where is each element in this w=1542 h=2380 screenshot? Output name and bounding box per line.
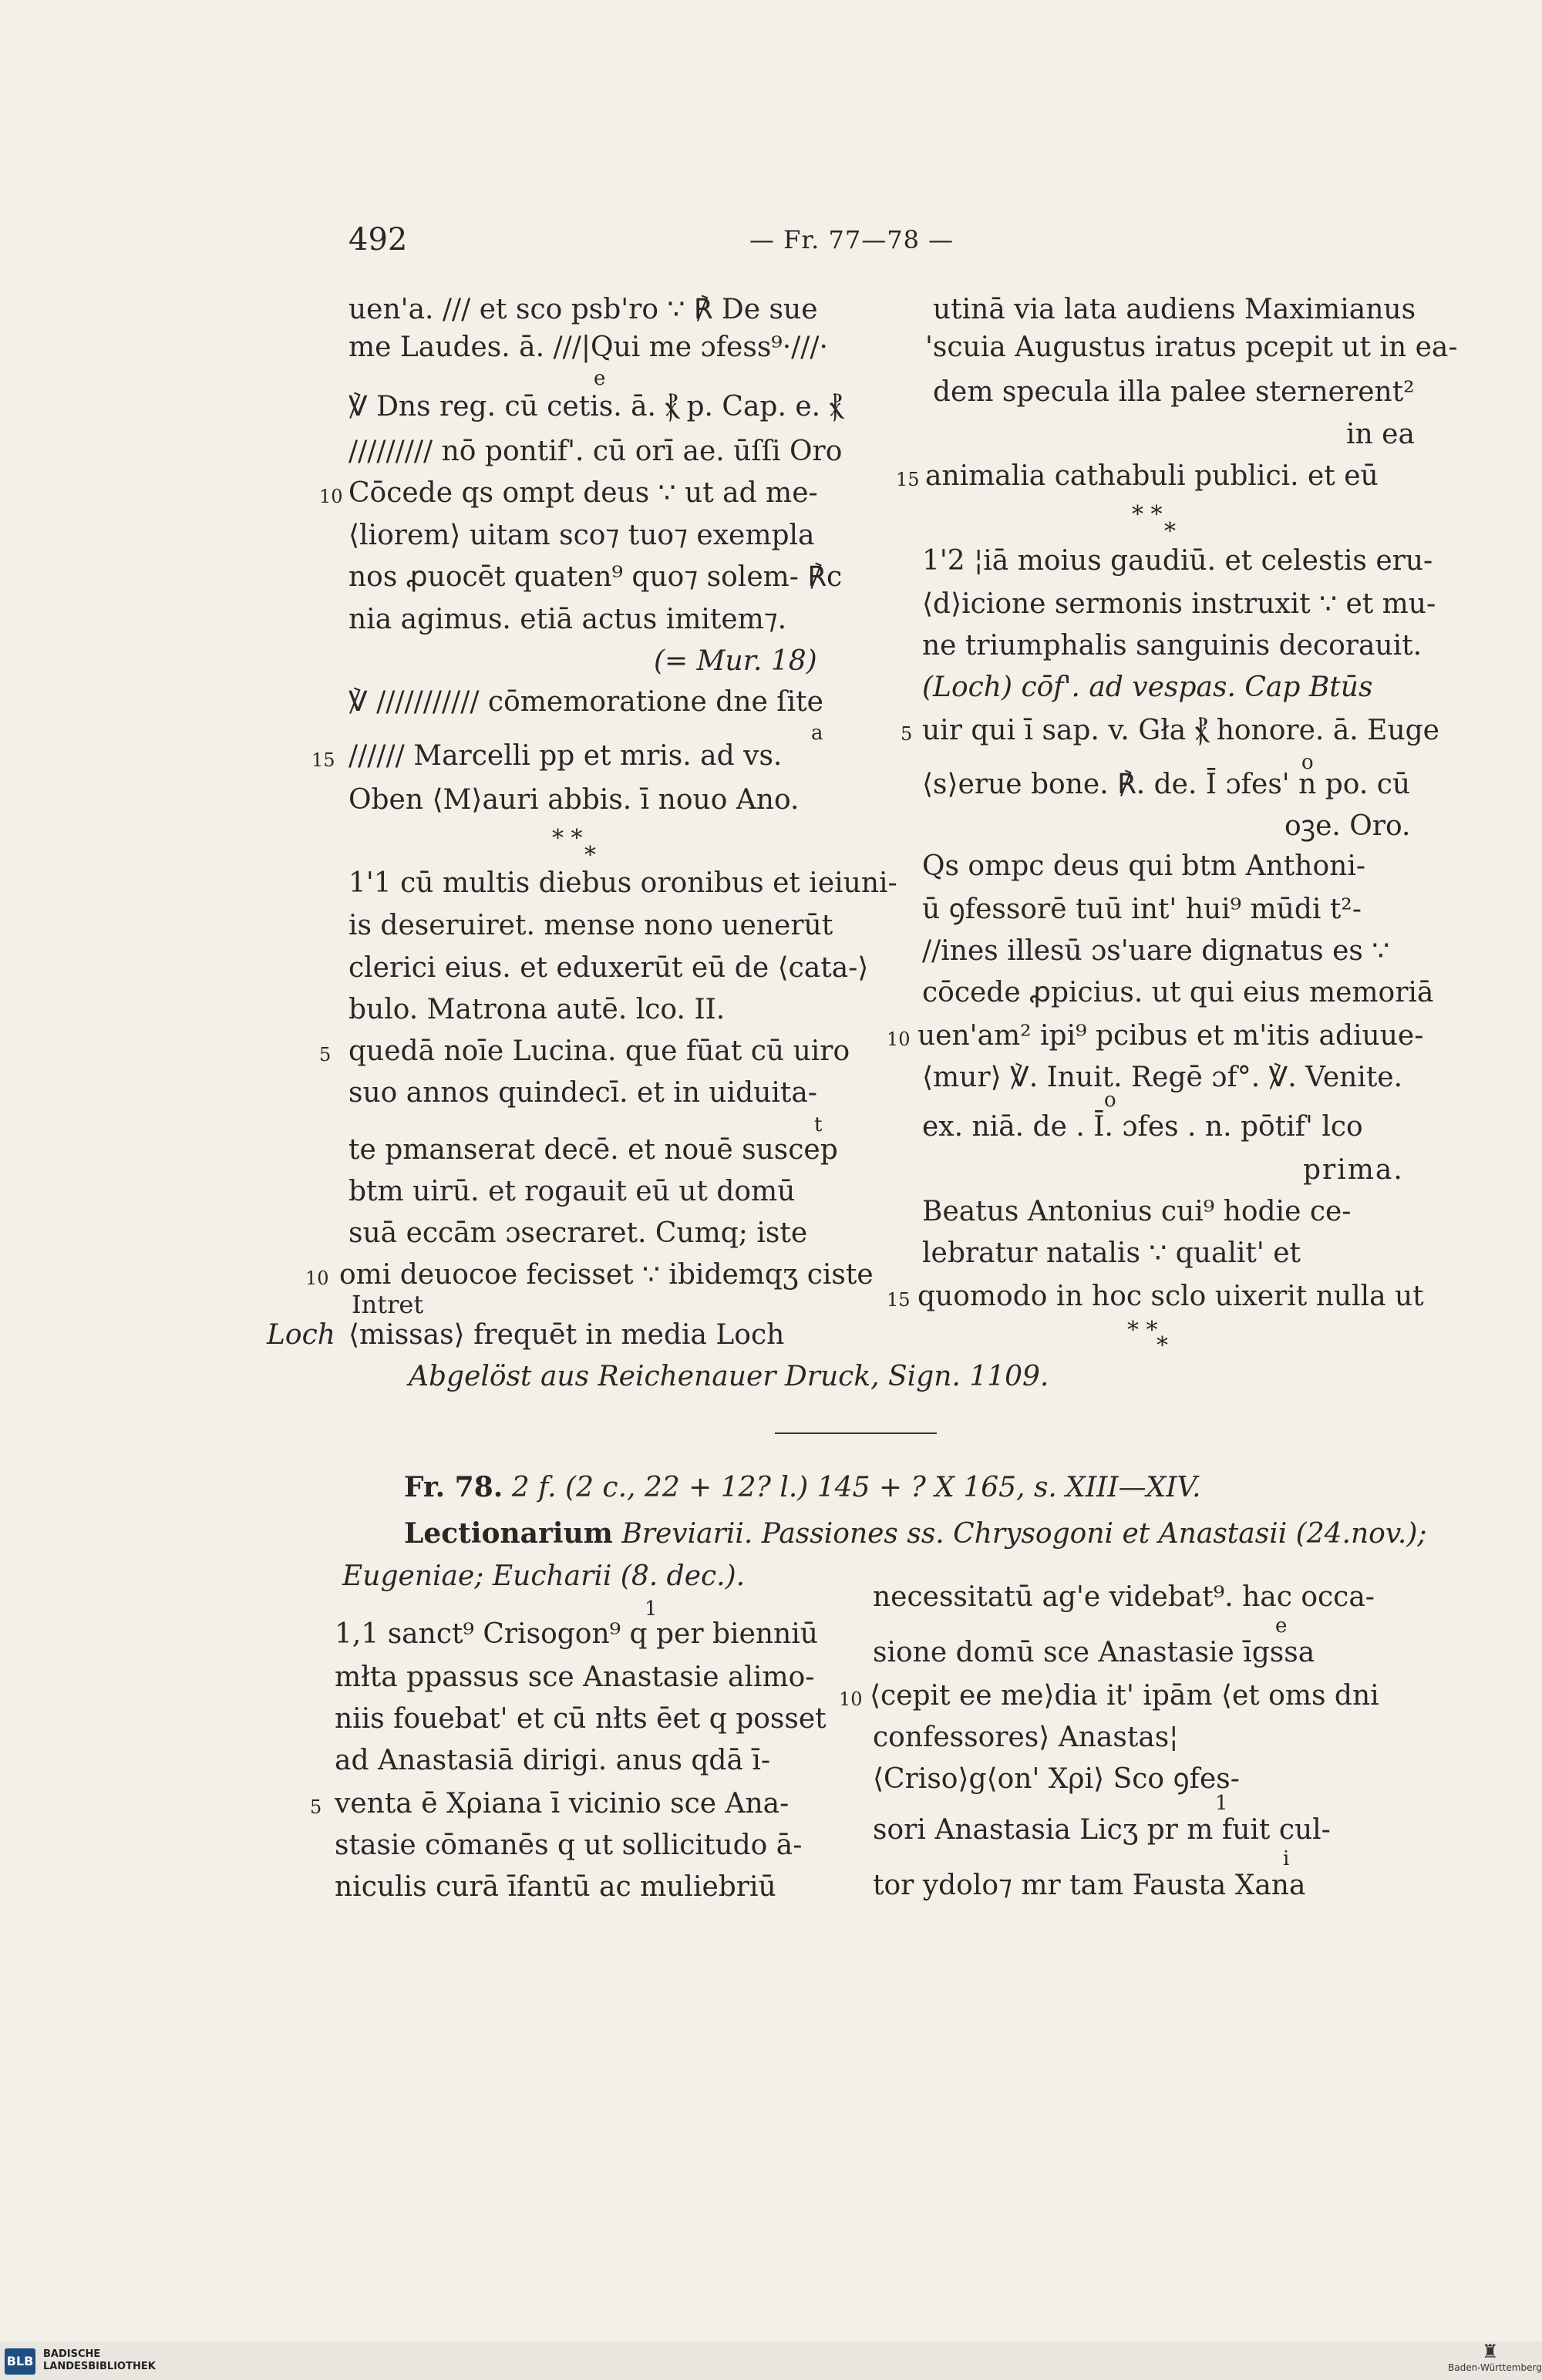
library-name[interactable] xyxy=(43,2348,156,2373)
text-line: (Loch) cōf'. ad vespas. Cap Btūs xyxy=(922,672,1373,703)
provenance-note: Abgelöst aus Reichenauer Druck, Sign. 1109. xyxy=(409,1361,1049,1392)
text-line: is deseruiret. mense nono uenerūt xyxy=(348,910,833,941)
text-line: Qs ompc deus qui btm Anthoni- xyxy=(922,850,1365,882)
text-line: 1,1 sanct⁹ Crisogon⁹ q per bienniū xyxy=(335,1618,818,1650)
text-line: dem specula illa palee sternerent² xyxy=(933,376,1415,408)
fragment-label: Fr. 78. xyxy=(404,1471,503,1503)
running-title: — Fr. 77—78 — xyxy=(749,225,954,254)
text-line: 1'1 cū multis diebus oronibus et ieiuni- xyxy=(348,867,897,899)
line-number: 15 xyxy=(887,1289,911,1311)
line-number: 5 xyxy=(901,723,913,745)
interlinear-gloss: Intret xyxy=(352,1290,424,1319)
text-line: quomodo in hoc sclo uixerit nulla ut xyxy=(917,1281,1424,1312)
library-name-line1: BADISCHE xyxy=(43,2348,101,2360)
text-line: necessitatū ag'e videbat⁹. hac occa- xyxy=(873,1581,1375,1613)
text-line: niculis curā īfantū ac muliebriū xyxy=(335,1871,776,1903)
superscript-mark: e xyxy=(1275,1614,1288,1638)
line-number: 5 xyxy=(319,1044,332,1065)
text-line: oꝫe. Oro. xyxy=(1284,810,1411,842)
text-line: młta ppassus sce Anastasie alimo- xyxy=(335,1661,815,1693)
asterism: * * xyxy=(552,825,583,852)
text-line: Oben ⟨M⟩auri abbis. ī nouo Ano. xyxy=(348,784,800,816)
superscript-mark: o xyxy=(1301,751,1314,774)
text-line: ex. niā. de . Ī. ɔfes . n. pōtif' lco xyxy=(922,1111,1363,1143)
title-rest: Breviarii. Passiones ss. Chrysogoni et Anastasii (24.nov.); xyxy=(621,1518,1427,1550)
text-line: sori Anastasia Licʒ pr m fuit cul- xyxy=(873,1814,1331,1846)
text-line: ū ꝯfessorē tuū int' hui⁹ mūdi t²- xyxy=(922,894,1362,925)
asterism: * * xyxy=(1127,1317,1158,1344)
asterism: * xyxy=(1164,518,1176,545)
superscript-mark: e xyxy=(594,367,606,390)
text-line: animalia cathabuli publici. et eū xyxy=(925,460,1379,492)
page-number: 492 xyxy=(348,222,408,258)
text-line: ⟨cepit ee me⟩dia it' ipām ⟨et oms dni xyxy=(870,1680,1379,1712)
text-line: omi deuocoe fecisset ∵ ibidemqʒ ciste xyxy=(339,1259,874,1291)
title-bold: Lectionarium xyxy=(404,1517,613,1550)
superscript-mark: 1 xyxy=(1215,1792,1228,1815)
text-line: ℣ /////////// cōmemoratione dne ſite xyxy=(348,686,823,718)
section-divider xyxy=(775,1432,937,1434)
text-line: nos ꝓuocēt quaten⁹ quo⁊ solem- ℟c xyxy=(348,561,843,593)
text-line: in ea xyxy=(1346,419,1415,450)
fragment-title xyxy=(404,1517,1427,1550)
superscript-mark: 1 xyxy=(645,1597,658,1621)
text-line: uir qui ī sap. v. Gła ⳩ honore. ā. Euge xyxy=(922,715,1439,746)
asterism: * xyxy=(1156,1332,1168,1359)
line-number: 15 xyxy=(896,469,920,490)
text-line: sione domū sce Anastasie īgssa xyxy=(873,1637,1315,1668)
text-line: ad Anastasiā dirigi. anus qdā ī- xyxy=(335,1745,771,1776)
footer-bar xyxy=(0,2341,1542,2380)
text-line: uen'am² ipi⁹ pcibus et m'itis adiuue- xyxy=(917,1020,1424,1052)
text-line: clerici eius. et eduxerūt eū de ⟨cata-⟩ xyxy=(348,952,869,984)
asterism: * xyxy=(584,842,596,869)
text-line: tor ydolo⁊ mr tam Fausta Xana xyxy=(873,1870,1306,1901)
fragment-description: 2 f. (2 c., 22 + 12? l.) 145 + ? X 165, s. XIII—XIV. xyxy=(511,1472,1201,1503)
text-line: te pmanserat decē. et nouē suscep xyxy=(348,1134,838,1166)
text-line: btm uirū. et rogauit eū ut domū xyxy=(348,1176,796,1207)
text-line: Cōcede qs ompt deus ∵ ut ad me- xyxy=(348,477,818,509)
state-crest-icon: ♜ xyxy=(1482,2341,1499,2362)
text-line: ⟨mur⟩ ℣. Inuit. Regē ɔf°. ℣. Venite. xyxy=(922,1062,1403,1093)
line-number: 10 xyxy=(319,486,343,507)
text-line: utinā via lata audiens Maximianus xyxy=(933,294,1416,325)
line-number: 10 xyxy=(887,1028,911,1050)
line-number: 10 xyxy=(305,1267,329,1289)
fragment-heading xyxy=(404,1471,1201,1503)
superscript-mark: a xyxy=(811,722,823,745)
line-number: 15 xyxy=(311,749,335,771)
text-line: cōcede ꝓpicius. ut qui eius memoriā xyxy=(922,977,1434,1008)
line-number: 10 xyxy=(839,1688,863,1710)
text-line: 1'2 ¦iā moius gaudiū. et celestis eru- xyxy=(922,545,1433,577)
text-line: ⟨s⟩erue bone. ℟. de. Ī ɔfes' n po. cū xyxy=(922,769,1411,800)
text-line: ⟨liorem⟩ uitam sco⁊ tuo⁊ exempla xyxy=(348,520,815,551)
text-line: quedā noīe Lucina. que fūat cū uiro xyxy=(348,1035,850,1067)
text-line: ⟨d⟩icione sermonis instruxit ∵ et mu- xyxy=(922,588,1436,620)
reference-note: (= Mur. 18) xyxy=(654,645,817,677)
superscript-mark: i xyxy=(1283,1847,1290,1870)
text-line: suā eccām ɔsecraret. Cumq; iste xyxy=(348,1217,808,1249)
text-line: ne triumphalis sanguinis decorauit. xyxy=(922,630,1422,661)
superscript-mark: o xyxy=(1104,1089,1116,1112)
text-line: venta ē Xρiana ī vicinio sce Ana- xyxy=(335,1788,790,1820)
text-line: ⟨missas⟩ frequēt in media Loch xyxy=(348,1319,785,1351)
text-line: ///////// nō pontif'. cū orī ae. ūſſi Oro xyxy=(348,436,843,467)
library-name-line2: LANDESBIBLIOTHEK xyxy=(43,2361,156,2372)
text-line: bulo. Matrona autē. lco. II. xyxy=(348,994,726,1025)
text-line: ℣ Dns reg. cū cetis. ā. ⳩ p. Cap. e. ⳩ xyxy=(348,391,843,422)
text-line: uen'a. /// et sco psb'ro ∵ ℟ De sue xyxy=(348,294,818,325)
text-line: suo annos quindecī. et in uiduita- xyxy=(348,1077,817,1109)
state-credit: Baden-Württemberg xyxy=(1448,2362,1542,2373)
library-logo-icon[interactable]: BLB xyxy=(5,2348,35,2375)
superscript-mark: t xyxy=(814,1113,823,1136)
text-line: Beatus Antonius cui⁹ hodie ce- xyxy=(922,1196,1352,1227)
text-line: niis fouebat' et cū nłts ēet q posset xyxy=(335,1703,827,1735)
line-number: 5 xyxy=(310,1796,322,1818)
fragment-title-cont: Eugeniae; Eucharii (8. dec.). xyxy=(342,1560,746,1592)
text-line: confessores⟩ Anastas¦ xyxy=(873,1722,1179,1753)
text-line: me Laudes. ā. ///|Qui me ɔfess⁹·///· xyxy=(348,332,829,363)
margin-note: Loch xyxy=(267,1319,335,1351)
text-line: lebratur natalis ∵ qualit' et xyxy=(922,1237,1301,1269)
asterism: * * xyxy=(1132,501,1163,528)
text-line: ////// Marcelli pp et mris. ad vs. xyxy=(348,740,783,772)
text-line: prima. xyxy=(1303,1154,1404,1186)
text-line: //ines illesū ɔs'uare dignatus es ∵ xyxy=(922,935,1390,967)
text-line: ⟨Criso⟩g⟨on' Xρi⟩ Sco ꝯfes- xyxy=(873,1763,1240,1795)
text-line: nia agimus. etiā actus imitem⁊. xyxy=(348,604,787,635)
text-line: 'scuia Augustus iratus pcepit ut in ea- xyxy=(925,332,1458,363)
text-line: stasie cōmanēs q ut sollicitudo ā- xyxy=(335,1830,803,1861)
